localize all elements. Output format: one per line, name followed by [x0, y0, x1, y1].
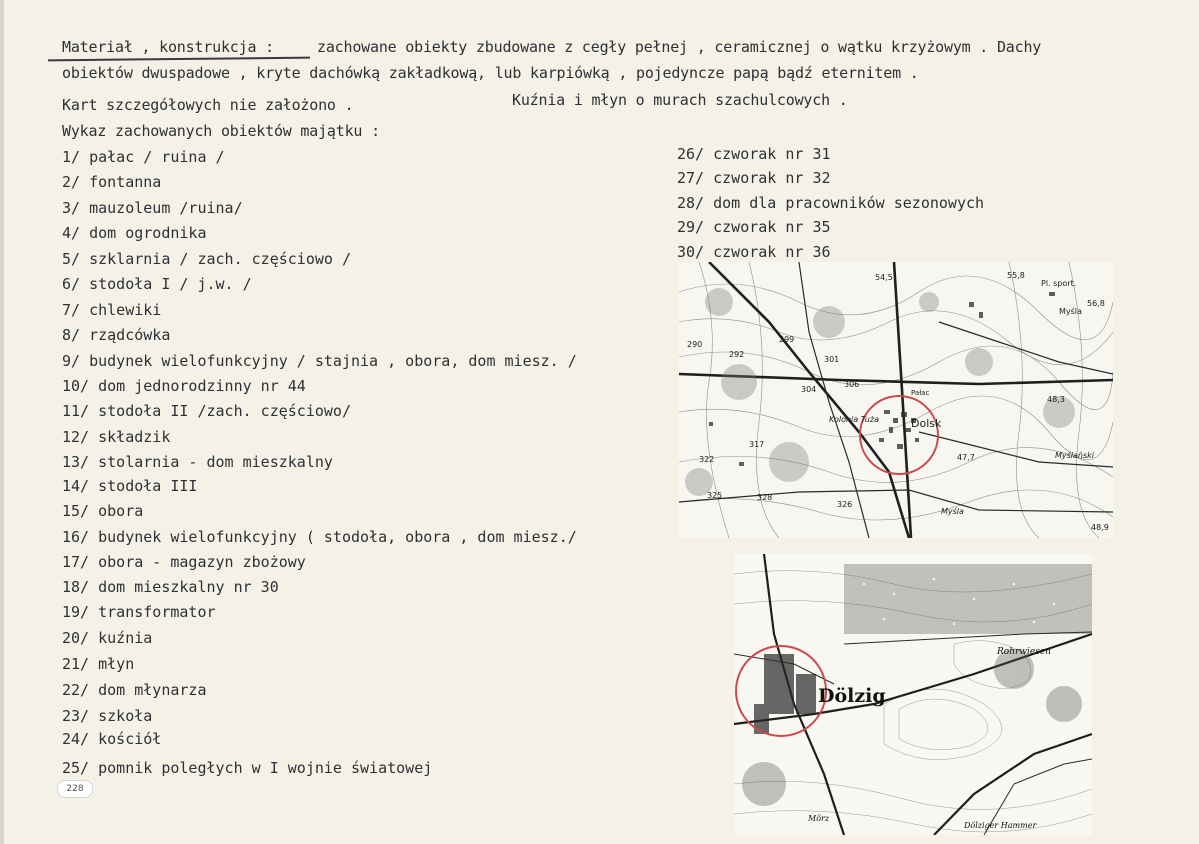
list-item: 2/ fontanna: [62, 173, 162, 191]
list-item: 19/ transformator: [62, 603, 216, 621]
svg-text:290: 290: [687, 340, 703, 349]
svg-text:317: 317: [749, 440, 765, 449]
list-item: 23/ szkoła: [62, 707, 153, 725]
svg-text:Myślański: Myślański: [1055, 451, 1095, 460]
list-item: 18/ dom mieszkalny nr 30: [62, 578, 279, 596]
list-item: 25/ pomnik poległych w I wojnie światowej: [62, 759, 433, 777]
list-item: 30/ czworak nr 36: [677, 243, 831, 261]
list-item: 15/ obora: [62, 502, 144, 520]
svg-text:301: 301: [824, 355, 840, 364]
svg-text:56,8: 56,8: [1087, 299, 1105, 308]
list-item: 27/ czworak nr 32: [677, 169, 831, 187]
svg-text:Dolsk: Dolsk: [911, 417, 942, 430]
list-item: 7/ chlewiki: [62, 301, 162, 319]
list-item: 20/ kuźnia: [62, 629, 153, 647]
list-item: 6/ stodoła I / j.w. /: [62, 275, 252, 293]
map-drawing: [679, 262, 1113, 538]
svg-text:299: 299: [779, 335, 795, 344]
list-item: 11/ stodoła II /zach. częściowo/: [62, 402, 351, 420]
list-item: 9/ budynek wielofunkcyjny / stajnia , obora, dom miesz. /: [62, 352, 577, 370]
timber-frame-note: Kuźnia i młyn o murach szachulcowych .: [512, 91, 848, 109]
svg-text:322: 322: [699, 455, 715, 464]
svg-text:54,5: 54,5: [875, 273, 893, 282]
svg-text:48,9: 48,9: [1091, 523, 1109, 532]
list-item: 12/ składzik: [62, 428, 171, 446]
svg-text:Myśla: Myśla: [1059, 307, 1082, 316]
no-cards-note: Kart szczegółowych nie założono .: [62, 96, 354, 114]
list-item: 26/ czworak nr 31: [677, 145, 831, 163]
svg-text:304: 304: [801, 385, 817, 394]
list-item: 22/ dom młynarza: [62, 681, 207, 699]
material-label: Materiał , konstrukcja :: [62, 38, 274, 56]
page-stamp: 228: [57, 780, 93, 798]
map-drawing: [734, 554, 1092, 835]
material-text-line2: obiektów dwuspadowe , kryte dachówką zakładkową, lub karpiówką , pojedyncze papą bądź eternitem .: [62, 64, 919, 82]
list-item: 3/ mauzoleum /ruina/: [62, 199, 243, 217]
list-item: 14/ stodoła III: [62, 477, 198, 495]
svg-text:326: 326: [837, 500, 853, 509]
material-text-line1: zachowane obiekty zbudowane z cegły pełnej , ceramicznej o wątku krzyżowym . Dachy: [317, 38, 1042, 56]
svg-text:Dölzig: Dölzig: [818, 685, 886, 707]
list-item: 10/ dom jednorodzinny nr 44: [62, 377, 306, 395]
list-item: 13/ stolarnia - dom mieszkalny: [62, 453, 333, 471]
list-item: 4/ dom ogrodnika: [62, 224, 207, 242]
svg-text:48,3: 48,3: [1047, 395, 1065, 404]
page-edge: [0, 0, 4, 844]
list-item: 24/ kościół: [62, 730, 162, 748]
svg-text:Rohrwiesen: Rohrwiesen: [997, 647, 1051, 657]
svg-text:Kolonia Tuża: Kolonia Tuża: [829, 415, 879, 424]
list-item: 5/ szklarnia / zach. częściowo /: [62, 250, 351, 268]
svg-text:306: 306: [844, 380, 860, 389]
list-item: 16/ budynek wielofunkcyjny ( stodoła, obora , dom miesz./: [62, 528, 577, 546]
topographic-map-historic: [734, 554, 1092, 835]
svg-text:292: 292: [729, 350, 745, 359]
list-item: 21/ młyn: [62, 655, 135, 673]
list-item: 8/ rządcówka: [62, 326, 171, 344]
list-item: 1/ pałac / ruina /: [62, 148, 225, 166]
label-underline: [48, 57, 310, 62]
list-item: 17/ obora - magazyn zbożowy: [62, 553, 306, 571]
svg-text:Myśla: Myśla: [941, 507, 964, 516]
svg-text:Pl. sport.: Pl. sport.: [1041, 279, 1077, 288]
svg-text:Mörz: Mörz: [808, 814, 830, 823]
list-item: 28/ dom dla pracowników sezonowych: [677, 194, 985, 212]
svg-text:325: 325: [707, 491, 723, 500]
svg-text:47,7: 47,7: [957, 453, 975, 462]
svg-text:Dölziger Hammer: Dölziger Hammer: [964, 821, 1037, 830]
objects-list-heading: Wykaz zachowanych obiektów majątku :: [62, 122, 380, 140]
svg-text:55,8: 55,8: [1007, 271, 1025, 280]
svg-text:328: 328: [757, 493, 773, 502]
svg-text:Pałac: Pałac: [911, 389, 930, 397]
topographic-map-modern: [679, 262, 1113, 538]
list-item: 29/ czworak nr 35: [677, 218, 831, 236]
